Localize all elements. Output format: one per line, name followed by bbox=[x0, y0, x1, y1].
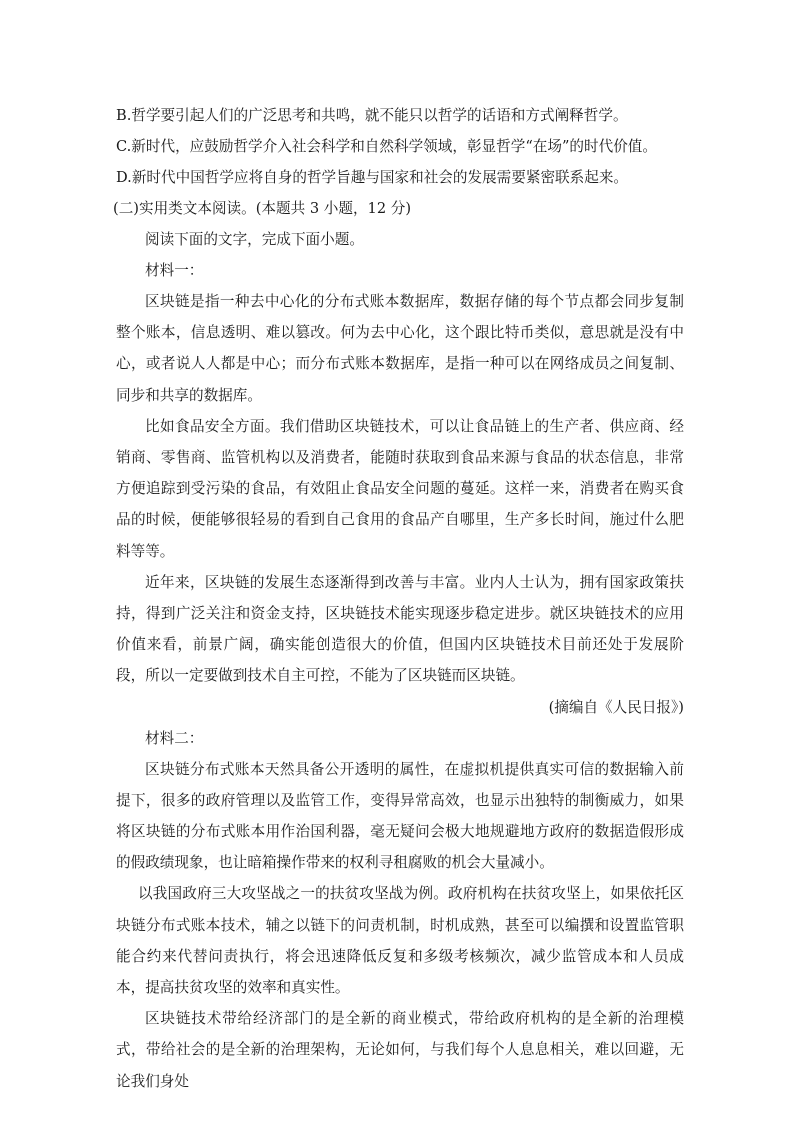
option-b: B.哲学要引起人们的广泛思考和共鸣，就不能只以哲学的话语和方式阐释哲学。 bbox=[116, 107, 628, 124]
material-one-paragraph-2: 比如食品安全方面。我们借助区块链技术，可以让食品链上的生产者、供应商、经销商、零售商、监管机构以及消费者，能随时获取到食品来源与食品的状态信息，非常方便追踪到受污染的食品，有效阻止食品安全问题的蔓延。这样一来，消费者在购买食品的时候，便能够很轻易的看到自己食用的食品产自哪里，生产多长时间，施过什么肥料等等。 bbox=[116, 417, 684, 560]
option-d: D.新时代中国哲学应将自身的哲学旨趣与国家和社会的发展需要紧密联系起来。 bbox=[116, 169, 629, 186]
document-content bbox=[113, 100, 684, 1097]
material-one-label: 材料一： bbox=[145, 262, 204, 279]
material-one-source: (摘编自《人民日报》) bbox=[548, 698, 684, 716]
section-instruction: 阅读下面的文字，完成下面小题。 bbox=[145, 231, 364, 248]
material-one-paragraph-3: 近年来，区块链的发展生态逐渐得到改善与丰富。业内人士认为，拥有国家政策扶持，得到广泛关注和资金支持，区块链技术能实现逐步稳定进步。就区块链技术的应用价值来看，前景广阔，确实能创造很大的价值，但国内区块链技术目前还处于发展阶段，所以一定要做到技术自主可控，不能为了区块链而区块链。 bbox=[116, 573, 684, 685]
option-c: C.新时代，应鼓励哲学介入社会科学和自然科学领域，彰显哲学“在场”的时代价值。 bbox=[116, 138, 657, 155]
material-two-label: 材料二： bbox=[145, 729, 204, 747]
material-two-paragraph-2: 以我国政府三大攻坚战之一的扶贫攻坚战为例。政府机构在扶贫攻坚上，如果依托区块链分布式账本技术，辅之以链下的问责机制，时机成熟，甚至可以编撰和设置监管职能合约来代替问责执行，将会迅速降低反复和多级考核频次，减少监管成本和人员成本，提高扶贫攻坚的效率和真实性。 bbox=[116, 885, 684, 997]
material-two-paragraph-3: 区块链技术带给经济部门的是全新的商业模式，带给政府机构的是全新的治理模式，带给社会的是全新的治理架构，无论如何，与我们每个人息息相关，难以回避，无论我们身处 bbox=[116, 1010, 684, 1090]
material-one-paragraph-1: 区块链是指一种去中心化的分布式账本数据库，数据存储的每个节点都会同步复制整个账本，信息透明、难以篡改。何为去中心化，这个跟比特币类似，意思就是没有中心，或者说人人都是中心；而分布式账本数据库，是指一种可以在网络成员之间复制、同步和共享的数据库。 bbox=[116, 293, 684, 404]
material-two-paragraph-1: 区块链分布式账本天然具备公开透明的属性，在虚拟机提供真实可信的数据输入前提下，很多的政府管理以及监管工作，变得异常高效，也显示出独特的制衡威力，如果将区块链的分布式账本用作治国利器，毫无疑问会极大地规避地方政府的数据造假形成的假政绩现象，也让暗箱操作带来的权利寻租腐败的机会大量减小。 bbox=[116, 760, 684, 872]
section-heading: (二)实用类文本阅读。(本题共 3 小题，12 分) bbox=[113, 200, 412, 217]
